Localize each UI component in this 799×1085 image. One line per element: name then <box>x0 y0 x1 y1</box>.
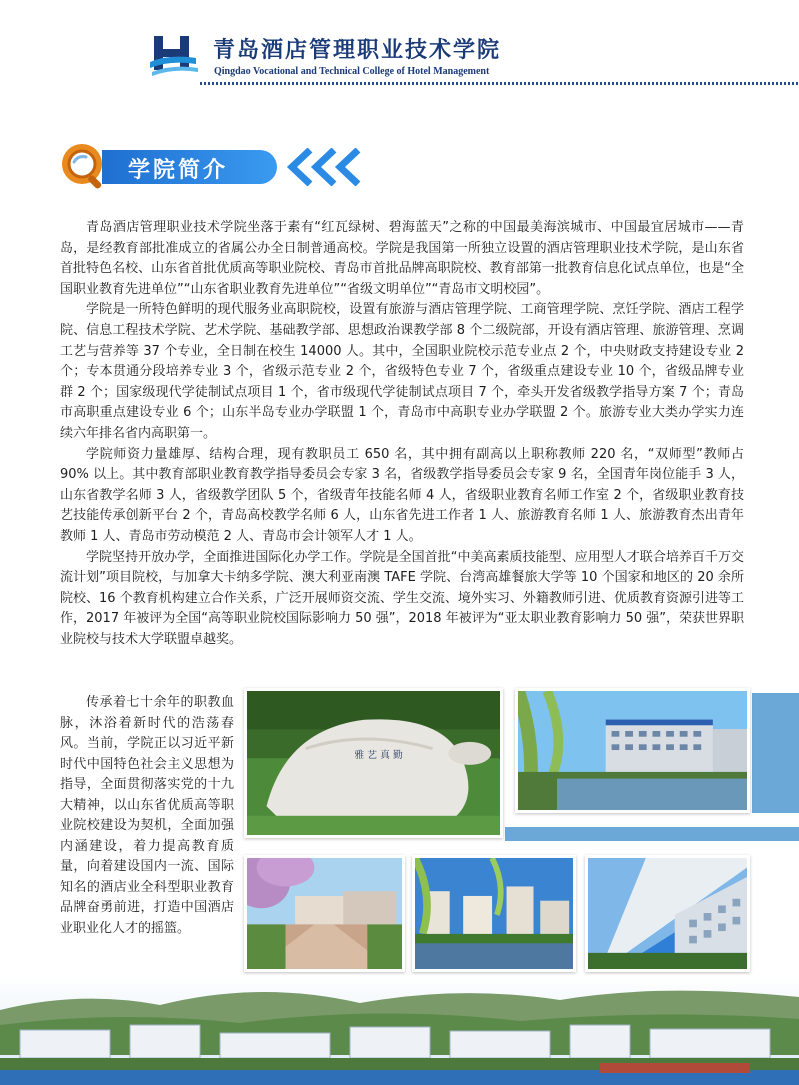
section-title: 学院简介 <box>128 158 229 183</box>
campus-panorama <box>0 975 799 1085</box>
side-text <box>60 693 234 939</box>
section-title-banner <box>60 140 380 192</box>
photo-campus-walkway <box>244 855 405 972</box>
intro-paragraph: 学院坚持开放办学，全面推进国际化办学工作。学院是全国首批“中美高素质技能型、应用型人才联合培养百千万交流计划”项目院校，与加拿大卡纳多学院、澳大利亚南澳 TAFE 学院、台湾高雄餐旅大学等 10 个国家和地区的 20 余所院校、16 个教育机构建立合作关系，广泛开展师资交流、学生交流、境外实习、外籍教师引进、优质教育资源引进等工作，2017 年被评为全国“高等职业院校国际影响力 50 强”，2018 年被评为“亚太职业教育影响力 50 强”，荣获世界职业院校与技术大学联盟卓越奖。 <box>60 549 744 647</box>
header-divider <box>200 82 440 85</box>
rock-inscription: 雅 艺 真 勤 <box>354 750 403 762</box>
intro-paragraph: 学院是一所特色鲜明的现代服务业高职院校，设置有旅游与酒店管理学院、工商管理学院、烹饪学院、酒店工程学院、信息工程技术学院、艺术学院、基础教学部、思想政治课教学部 8 个二级院部，开设有酒店管理、旅游管理、烹调工艺与营养等 37 个专业，全日制在校生 14000 人。其中，全国职业院校示范专业点 2 个，中央财政支持建设专业 2 个；专本贯通分段培养专业 3 个，省级示范专业 2 个，省级特色专业 7 个，省级重点建设专业 10 个，省级品牌专业群 2 个；国家级现代学徒制试点项目 1 个，省市级现代学徒制试点项目 7 个，牵头开发省级教学指导方案 7 个；青岛市高职重点建设专业 6 个；山东半岛专业办学联盟 1 个，青岛市中高职专业办学联盟 2 个。旅游专业大类办学实力连续六年排名省内高职第一。 <box>60 302 744 441</box>
magnifier-icon <box>60 140 112 192</box>
side-paragraph: 传承着七十余年的职教血脉，沐浴着新时代的浩荡春风。当前，学院正以习近平新时代中国特色社会主义思想为指导，全面贯彻落实党的十九大精神，以山东省优质高等职业院校建设为契机，全面加强内涵建设，着力提高教育质量，向着建设国内一流、国际知名的酒店业全科型职业教育品牌奋勇前进，打造中国酒店业职业化人才的摇篮。 <box>60 695 234 936</box>
college-logo-icon <box>150 28 200 78</box>
decorative-bar <box>752 693 799 813</box>
photo-campus-buildings <box>515 688 750 813</box>
college-name-en: Qingdao Vocational and Technical College of Hotel Management <box>214 66 490 77</box>
chevron-left-icon <box>332 148 364 186</box>
photo-inscribed-rock <box>244 688 503 838</box>
intro-paragraph: 青岛酒店管理职业技术学院坐落于素有“红瓦绿树、碧海蓝天”之称的中国最美海滨城市、中国最宜居城市——青岛，是经教育部批准成立的省属公办全日制普通高校。学院是我国第一所独立设置的酒店管理职业技术学院，是山东省首批特色名校、山东省首批优质高等职业院校、青岛市首批品牌高职院校、教育部第一批教育信息化试点单位，也是“全国职业教育先进单位”“山东省职业教育先进单位”“省级文明单位”“青岛市文明校园”。 <box>60 220 744 297</box>
photo-campus-lake <box>412 855 576 972</box>
decorative-bar <box>505 827 799 841</box>
college-name-cn: 青岛酒店管理职业技术学院 <box>213 37 502 63</box>
page-header <box>0 0 799 92</box>
photo-modern-building <box>585 855 750 972</box>
intro-text <box>60 218 744 650</box>
intro-paragraph: 学院师资力量雄厚、结构合理，现有教职员工 650 名，其中拥有副高以上职称教师 220 名，“双师型”教师占 90% 以上。其中教育部职业教育教学指导委员会专家 3 名，省级教学指导委员会专家 9 名，全国青年岗位能手 3 人，山东省教学名师 3 人，省级教学团队 5 个，省级青年技能名师 4 人，省级职业教育名师工作室 2 个，省级职业教育技艺技能传承创新平台 2 个，青岛高校教学名师 6 人，山东省先进工作者 1 人、旅游教育名师 1 人、旅游教育杰出青年教师 1 人、青岛市劳动模范 2 人、青岛市会计领军人才 1 人。 <box>60 446 744 544</box>
header-divider-right <box>440 82 799 85</box>
